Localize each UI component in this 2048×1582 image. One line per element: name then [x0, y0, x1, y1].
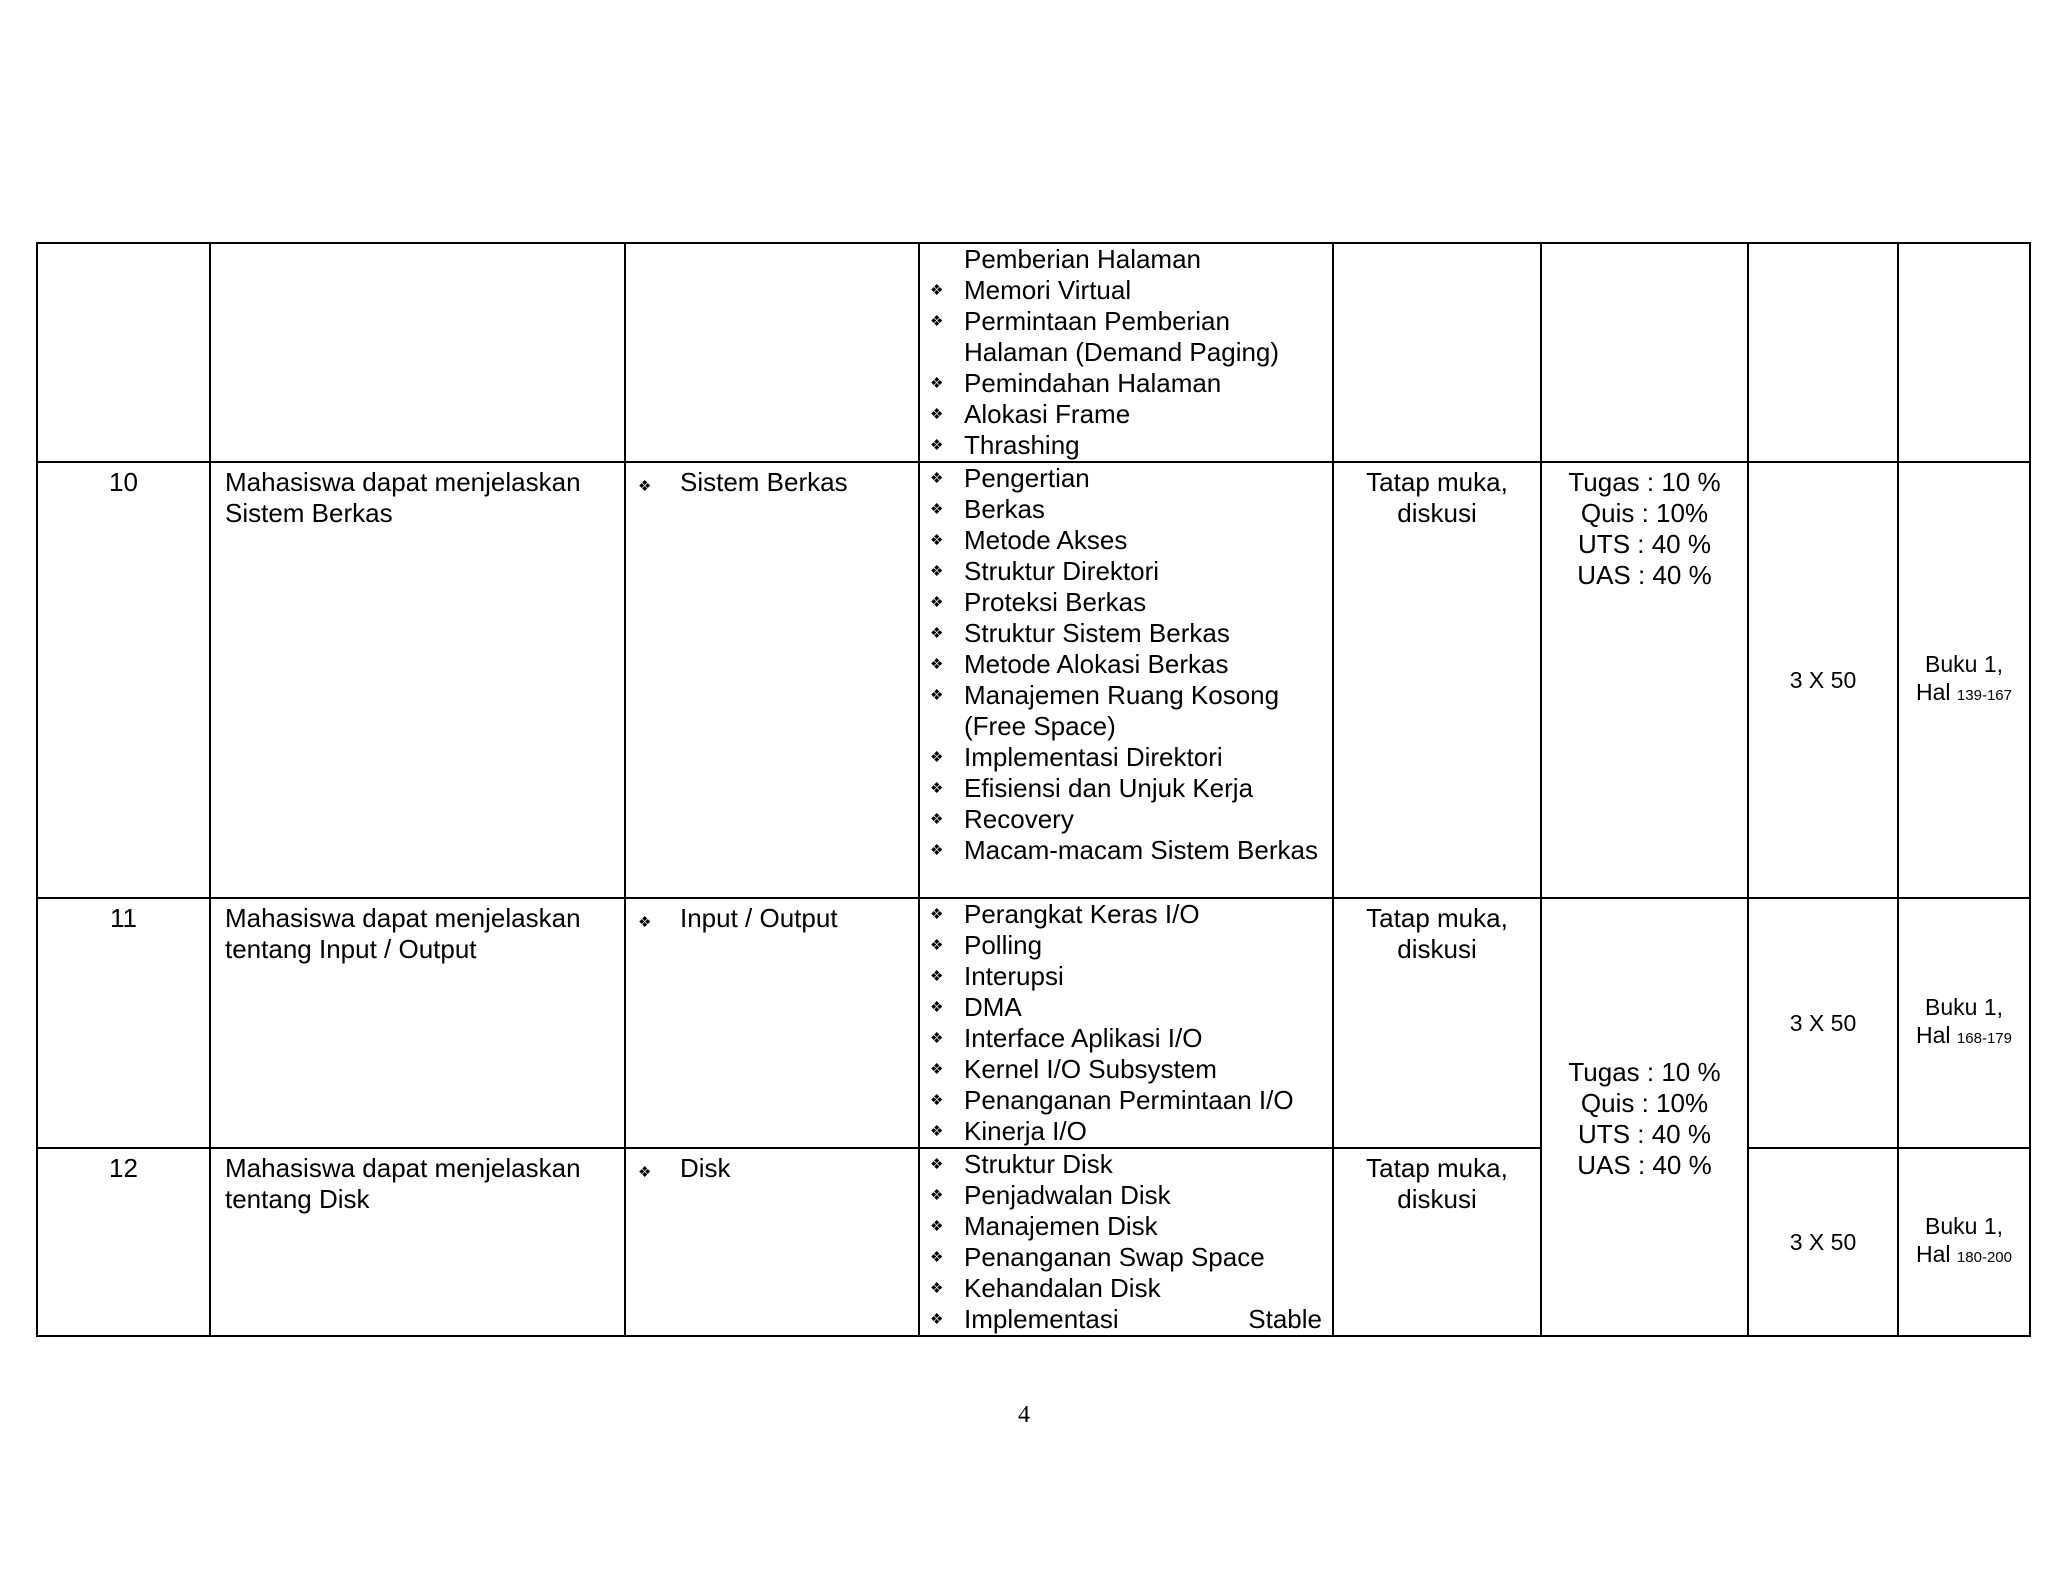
reference-pages: 168-179	[1956, 1030, 2012, 1047]
bullet-icon: ❖	[930, 282, 944, 299]
bullet-icon: ❖	[930, 594, 944, 611]
bullet-icon: ❖	[930, 687, 944, 704]
subtopics-cell	[919, 243, 1333, 462]
subtopics-cell	[919, 462, 1333, 898]
topic-cell	[625, 462, 919, 898]
list-item: ❖ Interupsi	[930, 961, 1064, 991]
bullet-icon: ❖	[930, 1280, 944, 1297]
list-item: ❖ Macam-macam Sistem Berkas	[930, 835, 1318, 865]
teaching-method: Tatap muka, diskusi	[1333, 898, 1541, 1148]
reference-cell	[1898, 1148, 2030, 1336]
bullet-icon: ❖	[930, 968, 944, 985]
method-cell	[1333, 243, 1541, 462]
list-item: ❖ Penanganan Swap Space	[930, 1242, 1265, 1272]
bullet-icon: ❖	[930, 563, 944, 580]
bullet-icon: ❖	[930, 375, 944, 392]
list-item: ❖ Struktur Direktori	[930, 556, 1160, 586]
assessment-line: Quis : 10%	[1580, 1088, 1709, 1118]
bullet-icon: ❖	[930, 1156, 944, 1173]
teaching-method: Tatap muka, diskusi	[1333, 462, 1541, 898]
number-cell	[37, 243, 210, 462]
list-item: ❖ Alokasi Frame	[930, 399, 1131, 429]
topic-label: Sistem Berkas	[680, 467, 848, 497]
bullet-icon: ❖	[930, 625, 944, 642]
reference-page-label: Hal	[1916, 1241, 1951, 1267]
assessment-line: Quis : 10%	[1580, 498, 1709, 528]
subtopic-list	[920, 463, 1332, 866]
list-item: ❖ Interface Aplikasi I/O	[930, 1023, 1203, 1053]
topic-cell	[625, 1148, 919, 1336]
assessment-line: Tugas : 10 %	[1568, 467, 1721, 497]
table-row	[37, 243, 2030, 462]
reference-book: Buku 1,	[1925, 651, 2003, 677]
subtopic-list	[920, 899, 1332, 1147]
list-item: ❖ Kernel I/O Subsystem	[930, 1054, 1217, 1084]
list-item: ❖ Metode Akses	[930, 525, 1128, 555]
bullet-icon: ❖	[638, 914, 652, 931]
row-number: 11	[37, 898, 210, 1148]
reference-book: Buku 1,	[1925, 994, 2003, 1020]
objective-cell	[210, 243, 625, 462]
bullet-icon: ❖	[930, 842, 944, 859]
table-row	[37, 462, 2030, 898]
bullet-icon: ❖	[638, 1164, 652, 1181]
topic-label: Disk	[680, 1153, 731, 1183]
assessment-line: Tugas : 10 %	[1568, 1057, 1721, 1087]
list-item: Pemberian Halaman	[964, 244, 1202, 274]
time-cell	[1748, 243, 1898, 462]
row-number: 10	[37, 462, 210, 898]
list-item: ❖ Permintaan Pemberian Halaman (Demand Paging)	[930, 306, 1280, 367]
assessment-line: UTS : 40 %	[1578, 529, 1711, 559]
bullet-icon: ❖	[930, 470, 944, 487]
list-item: ❖ Thrashing	[930, 430, 1080, 460]
assessment-cell	[1541, 462, 1748, 898]
reference-pages: 180-200	[1956, 1249, 2012, 1266]
bullet-icon: ❖	[930, 1218, 944, 1235]
subtopics-cell	[919, 898, 1333, 1148]
subtopics-cell	[919, 1148, 1333, 1336]
list-item: ❖ Implementasi Direktori	[930, 742, 1223, 772]
time-allocation: 3 X 50	[1748, 462, 1898, 898]
reference-page-label: Hal	[1916, 1022, 1951, 1048]
list-item: ❖ DMA	[930, 992, 1022, 1022]
list-item: ❖ Struktur Disk	[930, 1149, 1113, 1179]
reference-pages: 139-167	[1956, 687, 2012, 704]
list-item: ❖ Pemindahan Halaman	[930, 368, 1222, 398]
bullet-icon: ❖	[930, 749, 944, 766]
list-item: ❖ Manajemen Ruang Kosong (Free Space)	[930, 680, 1280, 741]
reference-cell	[1898, 243, 2030, 462]
bullet-icon: ❖	[930, 1123, 944, 1140]
list-item: ❖ Perangkat Keras I/O	[930, 899, 1200, 929]
list-item: ❖ Kehandalan Disk	[930, 1273, 1161, 1303]
list-item: ❖ Kinerja I/O	[930, 1116, 1087, 1146]
syllabus-table	[36, 242, 2031, 1337]
row-number: 12	[37, 1148, 210, 1336]
page-number: 4	[1018, 1402, 1030, 1428]
learning-objective: Mahasiswa dapat menjelaskan Sistem Berkas	[210, 462, 625, 898]
bullet-icon: ❖	[930, 1249, 944, 1266]
reference-book: Buku 1,	[1925, 1213, 2003, 1239]
list-item: ❖ Berkas	[930, 494, 1045, 524]
list-item: ❖ Metode Alokasi Berkas	[930, 649, 1229, 679]
list-item: ❖ Penjadwalan Disk	[930, 1180, 1171, 1210]
bullet-icon: ❖	[930, 501, 944, 518]
reference-cell	[1898, 462, 2030, 898]
bullet-icon: ❖	[930, 999, 944, 1016]
subtopic-list	[920, 1149, 1332, 1335]
learning-objective: Mahasiswa dapat menjelaskan tentang Disk	[210, 1148, 625, 1336]
bullet-icon: ❖	[930, 937, 944, 954]
bullet-icon: ❖	[930, 780, 944, 797]
bullet-icon: ❖	[930, 1311, 944, 1328]
table-row	[37, 898, 2030, 1148]
list-item: ❖ Recovery	[930, 804, 1074, 834]
topic-cell	[625, 243, 919, 462]
bullet-icon: ❖	[930, 406, 944, 423]
reference-page-label: Hal	[1916, 679, 1951, 705]
bullet-icon: ❖	[930, 1187, 944, 1204]
bullet-icon: ❖	[930, 811, 944, 828]
assessment-line: UAS : 40 %	[1577, 1150, 1712, 1180]
bullet-icon: ❖	[930, 1061, 944, 1078]
assessment-cell	[1541, 898, 1748, 1336]
teaching-method: Tatap muka, diskusi	[1333, 1148, 1541, 1336]
learning-objective: Mahasiswa dapat menjelaskan tentang Input / Output	[210, 898, 625, 1148]
bullet-icon: ❖	[930, 656, 944, 673]
list-item: ❖ Polling	[930, 930, 1043, 960]
list-item: ❖ Struktur Sistem Berkas	[930, 618, 1230, 648]
list-item: ❖ Penanganan Permintaan I/O	[930, 1085, 1294, 1115]
list-item: ❖ Memori Virtual	[930, 275, 1132, 305]
topic-cell	[625, 898, 919, 1148]
time-allocation: 3 X 50	[1748, 1148, 1898, 1336]
assessment-cell	[1541, 243, 1748, 462]
list-item: ❖ Implementasi Stable	[930, 1304, 1322, 1334]
list-item: ❖ Pengertian	[930, 463, 1090, 493]
bullet-icon: ❖	[638, 478, 652, 495]
topic-label: Input / Output	[680, 903, 838, 933]
assessment-line: UAS : 40 %	[1577, 560, 1712, 590]
bullet-icon: ❖	[930, 532, 944, 549]
list-item: ❖ Proteksi Berkas	[930, 587, 1147, 617]
list-item: ❖ Manajemen Disk	[930, 1211, 1158, 1241]
bullet-icon: ❖	[930, 437, 944, 454]
time-allocation: 3 X 50	[1748, 898, 1898, 1148]
reference-cell	[1898, 898, 2030, 1148]
bullet-icon: ❖	[930, 906, 944, 923]
subtopic-list	[920, 244, 1332, 461]
bullet-icon: ❖	[930, 313, 944, 330]
bullet-icon: ❖	[930, 1030, 944, 1047]
bullet-icon: ❖	[930, 1092, 944, 1109]
list-item: ❖ Efisiensi dan Unjuk Kerja	[930, 773, 1254, 803]
assessment-line: UTS : 40 %	[1578, 1119, 1711, 1149]
